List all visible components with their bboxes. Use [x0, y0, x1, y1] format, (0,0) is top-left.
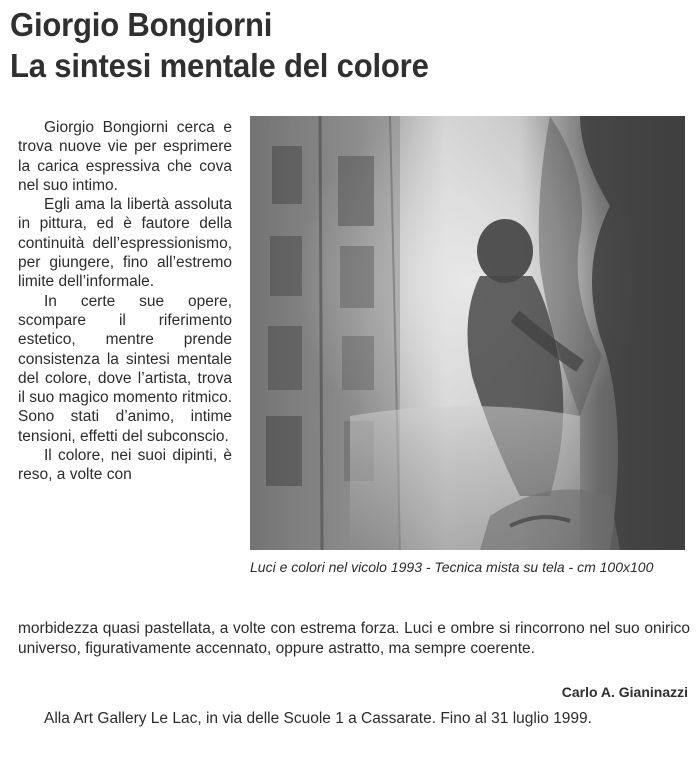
article-headline — [10, 4, 429, 86]
artwork-photo — [250, 116, 685, 550]
left-text-column — [18, 118, 232, 485]
artwork-image — [250, 116, 685, 550]
author-byline: Carlo A. Gianinazzi — [561, 684, 688, 700]
headline-artist-name: Giorgio Bongiorni — [10, 6, 273, 43]
paragraph-1: Giorgio Bongiorni cerca e trova nuove vie per esprimere la carica espressiva che cova nel suo intimo. — [18, 119, 232, 194]
paragraph-3: In certe sue opere, scompare il riferimento estetico, mentre prende consistenza la sintesi mentale del colore, dove l’artista, trova il suo magico momento ritmico. Sono stati d’animo, intime tensioni, effetti del subconscio. — [18, 292, 232, 445]
headline-subtitle: La sintesi mentale del colore — [10, 47, 429, 84]
paragraph-4-continuation: morbidezza quasi pastellata, a volte con estrema forza. Luci e ombre si rincorrono nel suo onirico universo, figurativamente accennato, oppure astratto, ma sempre coerente. — [18, 620, 690, 657]
exhibition-note: Alla Art Gallery Le Lac, in via delle Scuole 1 a Cassarate. Fino al 31 luglio 1999. — [44, 710, 592, 727]
artwork-caption: Luci e colori nel vicolo 1993 - Tecnica mista su tela - cm 100x100 — [250, 559, 654, 575]
paragraph-2: Egli ama la libertà assoluta in pittura, ed è fautore della continuità dell’espressionismo, per giungere, fino all’estremo limite dell’informale. — [18, 196, 232, 291]
paragraph-4-start: Il colore, nei suoi dipinti, è reso, a volte con — [18, 447, 232, 484]
